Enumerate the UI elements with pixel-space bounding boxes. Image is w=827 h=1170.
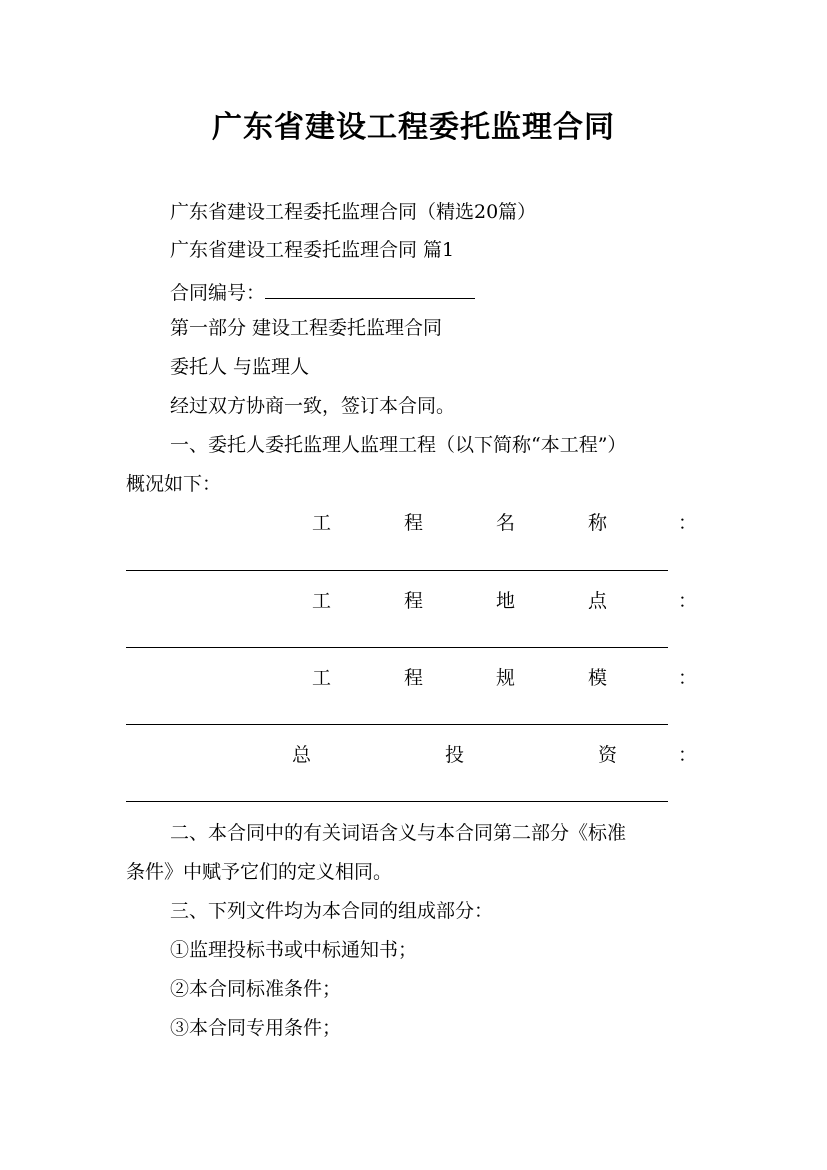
clause-two-cont: 条件》中赋予它们的定义相同。: [126, 861, 393, 883]
contract-number-line: [170, 278, 475, 305]
clause-three-line: 三、下列文件均为本合同的组成部分：: [170, 900, 494, 922]
field-char: 程: [404, 667, 424, 689]
document-title: 广东省建设工程委托监理合同: [212, 110, 615, 145]
field-char: 名: [496, 512, 516, 534]
total-investment-blank: [126, 801, 668, 802]
field-char: 总: [292, 744, 312, 766]
field-char: 投: [445, 744, 465, 766]
field-char: 称: [588, 512, 608, 534]
field-char: 模: [588, 667, 608, 689]
project-location-blank: [126, 647, 668, 648]
list-item: ②本合同标准条件；: [170, 978, 342, 1000]
subtitle-line: 广东省建设工程委托监理合同（精选20篇）: [170, 201, 537, 223]
field-char: 地: [496, 590, 516, 612]
field-char: ：: [678, 667, 698, 689]
list-item: ③本合同专用条件；: [170, 1017, 342, 1039]
project-name-blank: [126, 570, 668, 571]
contract-number-blank: [265, 278, 475, 299]
contract-number-label: 合同编号：: [170, 282, 266, 304]
field-char: 资: [598, 744, 618, 766]
parties-line: 委托人 与监理人: [170, 356, 310, 378]
clause-one-cont: 概况如下：: [126, 473, 222, 495]
clause-one-line: 一、委托人委托监理人监理工程（以下简称“本工程”）: [170, 434, 627, 456]
field-char: 规: [496, 667, 516, 689]
project-scale-blank: [126, 724, 668, 725]
section-heading: 广东省建设工程委托监理合同 篇1: [170, 239, 455, 261]
field-char: 工: [312, 512, 332, 534]
field-char: ：: [678, 512, 698, 534]
clause-two-line: 二、本合同中的有关词语含义与本合同第二部分《标准: [170, 822, 627, 844]
list-item: ①监理投标书或中标通知书；: [170, 939, 418, 961]
agreement-line: 经过双方协商一致，签订本合同。: [170, 395, 456, 417]
field-char: 点: [588, 590, 608, 612]
field-char: 程: [404, 512, 424, 534]
field-char: 程: [404, 590, 424, 612]
field-char: 工: [312, 590, 332, 612]
field-char: ：: [678, 744, 698, 766]
field-char: ：: [678, 590, 698, 612]
field-char: 工: [312, 667, 332, 689]
part-one-heading: 第一部分 建设工程委托监理合同: [170, 317, 443, 339]
